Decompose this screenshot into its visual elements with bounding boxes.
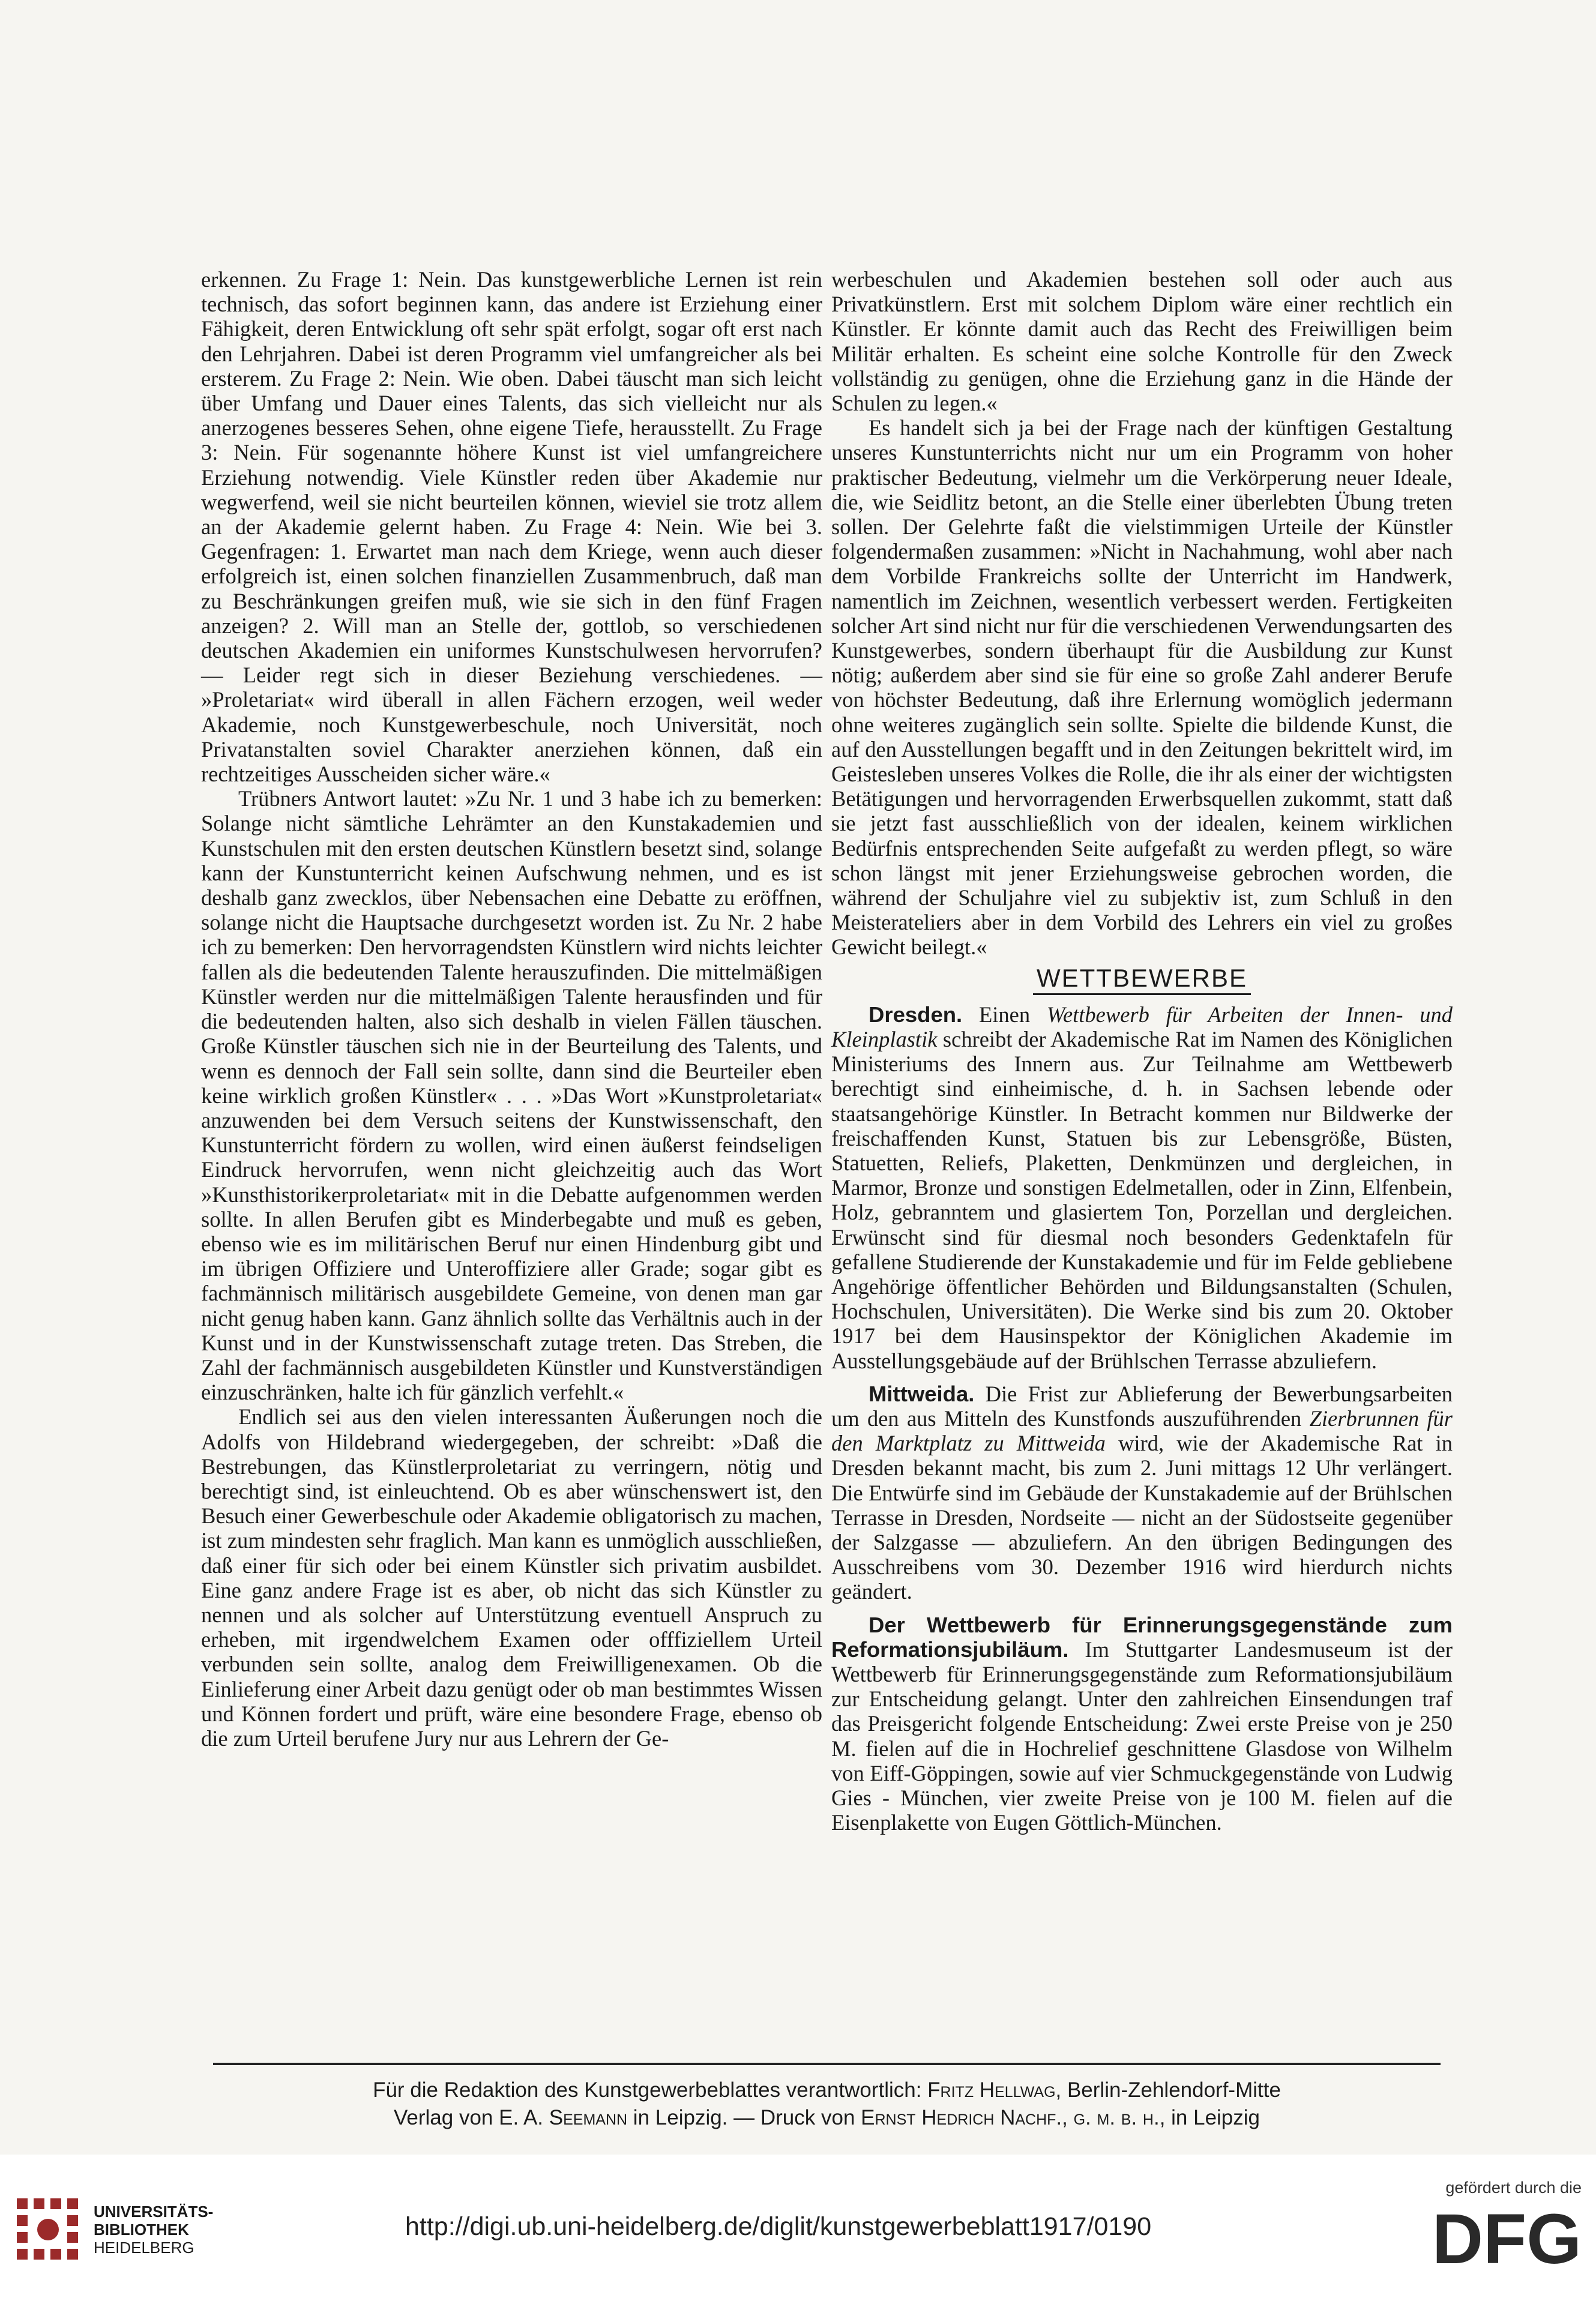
article-dresden [831, 1002, 1453, 1373]
imprint-text: , [1062, 2106, 1074, 2129]
article-italic: Wettbewerb für Arbeiten der Innen- und Kleinplastik [831, 1002, 1453, 1051]
article-mittweida [831, 1382, 1453, 1604]
article-text: Im Stuttgarter Landesmuseum ist der Wettbewerb für Erinnerungsgegenstände zum Reformationsjubiläum zur Entscheidung gelangt. Unter den zahlreichen Einsendungen traf das Preisgericht folgende Entscheidung: Zwei erste Preise von je 250 M. fielen auf die in Hochrelief geschnittene Glasdose von Wilhelm von Eiff-Göppingen, sowie auf vier Schmuckgegenstände von Ludwig Gies - München, vier zweite Preise von je 100 M. fielen auf die Eisenplakette von Eugen Göttlich-München. [831, 1637, 1453, 1835]
imprint-text: , Berlin-Zehlendorf-Mitte [1055, 2078, 1281, 2102]
library-name [94, 2203, 213, 2257]
printer-name: Ernst Hedrich Nachf. [861, 2106, 1062, 2129]
funding-notice [1411, 2179, 1582, 2275]
dfg-logo-icon[interactable] [1411, 2206, 1582, 2272]
article-italic: Zierbrunnen für den Marktplatz zu Mittweida [831, 1406, 1453, 1456]
paragraph: Trübners Antwort lautet: »Zu Nr. 1 und 3 habe ich zu bemerken: Solange nicht sämtliche Lehrämter an den Kunstakademien und Kunstschulen mit den ersten deutschen Künstlern besetzt sind, solange kann der Kunstunterricht keinen Aufschwung nehmen, und es ist deshalb ganz zwecklos, über Nebensachen eine Debatte zu eröffnen, solange nicht die Hauptsache durchgesetzt worden ist. Zu Nr. 2 habe ich zu bemerken: Den hervorragendsten Künstlern wird nichts leichter fallen als die bedeutenden Talente herauszufinden. Die mittelmäßigen Künstler werden nur die mittelmäßigen Talente herausfinden und für die bedeutenden halten, also sich deshalb in vielen Fällen täuschen. Große Künstler täuschen sich nie in der Beurteilung des Talents, und wenn es dennoch der Fall sein sollte, dann sind die Beurteiler eben keine wirklich großen Künstler« . . . »Das Wort »Kunstproletariat« anzuwenden bei dem Versuch seitens der Kunstwissenschaft, den Kunstunterricht fördern zu wollen, wird einen äußerst feindseligen Eindruck hervorrufen, wenn nicht gleichzeitig auch das Wort »Kunsthistorikerproletariat« mit in die Debatte aufgenommen werden sollte. In allen Berufen gibt es Minderbegabte und muß es geben, ebenso wie es im militärischen Beruf nur einen Hindenburg gibt und im übrigen Offiziere und Unteroffiziere aller Grade; sogar gibt es fachmännisch militärisch ausgebildete Gemeine, von denen man gar nicht genug haben kann. Ganz ähnlich sollte das Verhältnis auch in der Kunst und in der Kunstwissenschaft zutage treten. Das Streben, die Zahl der fachmännisch ausgebildeten Künstler und Kunstverständigen einzuschränken, halte ich für gänzlich verfehlt.« [201, 786, 822, 1405]
section-heading [831, 963, 1453, 995]
article-text: schreibt der Akademische Rat im Namen des Königlichen Ministeriums des Innern aus. Zur Teilnahme am Wettbewerb berechtigt sind einheimische, d. h. in Sachsen lebende oder staatsangehörige Künstler. In Betracht kommen nur Bildwerke der freischaffenden Kunst, Statuen bis zur Lebensgröße, Büsten, Statuetten, Reliefs, Plaketten, Denkmünzen und dergleichen, in Marmor, Bronze und sonstigen Edelmetallen, oder in Zinn, Elfenbein, Holz, gebranntem und glasiertem Ton, Porzellan und dergleichen. Erwünscht sind für diesmal noch besonders Gedenktafeln für gefallene Studierende der Kunstakademie und für im Felde gebliebene Angehörige öffentlicher Behörden und Bildungsanstalten (Schulen, Hochschulen, Universitäten). Die Werke sind bis zum 20. Oktober 1917 bei dem Hausinspektor der Königlichen Akademie im Ausstellungsgebäude auf der Brühlschen Terrasse abzuliefern. [831, 1026, 1453, 1373]
printer-suffix: g. m. b. h. [1073, 2106, 1160, 2129]
dfg-logo-text: DFG [1432, 2206, 1582, 2272]
paragraph: erkennen. Zu Frage 1: Nein. Das kunstgewerbliche Lernen ist rein technisch, das sofort beginnen kann, das andere ist Erziehung einer Fähigkeit, deren Entwicklung oft sehr spät erfolgt, sogar oft erst nach den Lehrjahren. Dabei ist deren Programm viel umfangreicher als bei ersterem. Zu Frage 2: Nein. Wie oben. Dabei täuscht man sich leicht über Umfang und Dauer eines Talents, das sich vielleicht nur als anerzogenes besseres Sehen, ohne eigene Tiefe, herausstellt. Zu Frage 3: Nein. Für sogenannte höhere Kunst ist viel umfangreichere Erziehung notwendig. Viele Künstler reden über Akademie nur wegwerfend, weil sie nicht beurteilen können, wieviel sie trotz allem an der Akademie gelernt haben. Zu Frage 4: Nein. Wie bei 3. Gegenfragen: 1. Erwartet man nach dem Kriege, wenn auch dieser erfolgreich ist, einen solchen finanziellen Zusammenbruch, daß man zu Beschränkungen greifen muß, wie sie sich in den fünf Fragen anzeigen? 2. Will man an Stelle der, gottlob, so verschiedenen deutschen Akademien ein uniformes Kunstschulwesen hervorrufen? — Leider regt sich in dieser Beziehung verschiedenes. — »Proletariat« wird überall in allen Fächern erzogen, weil weder Akademie, noch Kunstgewerbeschule, noch Universität, noch Privatanstalten soviel Charakter anerziehen können, daß ein rechtzeitiges Ausscheiden sicher wäre.« [201, 267, 822, 787]
funded-by-label: gefördert durch die [1445, 2179, 1582, 2197]
editor-name: Fritz Hellwag [927, 2078, 1056, 2102]
imprint-text: , in Leipzig [1159, 2106, 1260, 2129]
imprint-footer [213, 2077, 1441, 2132]
article-lead: Dresden. [869, 1002, 963, 1027]
left-text-column [201, 267, 822, 1751]
article-text: Die Frist zur Ablieferung der Bewerbungsarbeiten um den aus Mitteln des Kunstfonds auszuführenden [831, 1381, 1453, 1431]
paragraph: Es handelt sich ja bei der Frage nach der künftigen Gestaltung unseres Kunstunterrichts nicht nur um ein Programm von hoher praktischer Bedeutung, vielmehr um die Verkörperung neuer Ideale, die, wie Seidlitz betont, an die Stelle einer überlebten Übung treten sollen. Der Gelehrte faßt die vielstimmigen Urteile der Künstler folgendermaßen zusammen: »Nicht in Nachahmung, wohl aber nach dem Vorbilde Frankreichs sollte der Unterricht im Handwerk, namentlich im Zeichnen, wesentlich verbessert werden. Fertigkeiten solcher Art sind nicht nur für die verschiedenen Verwendungsarten des Kunstgewerbes, sondern überhaupt für die Ausbildung zur Kunst nötig; außerdem aber sind sie für eine so große Zahl anderer Berufe von höchster Bedeutung, daß ihre Erlernung womöglich jedermann ohne weiteres zugänglich sein sollte. Spielte die bildende Kunst, die auf den Ausstellungen begafft und in den Zeitungen bekrittelt wird, im Geistesleben unseres Volkes die Rolle, die ihr als einer der wichtigsten Betätigungen und hervorragenden Erwerbsquellen zukommt, statt daß sie jetzt fast ausschließlich von der idealen, keinem wirklichen Bedürfnis entsprechenden Seite aufgefaßt zu werden pflegt, so wäre schon längst mit jener Erziehungsweise gebrochen worden, die während der Schuljahre viel zu subjektiv ist, zum Schluß in den Meisterateliers aber in dem Vorbild des Lehrers ein viel zu großes Gewicht beilegt.« [831, 415, 1453, 960]
paragraph: werbeschulen und Akademien bestehen soll oder auch aus Privatkünstlern. Erst mit solchem Diplom wäre einer rechtlich ein Künstler. Er könnte damit auch das Recht des Freiwilligen beim Militär erhalten. Es scheint eine solche Kontrolle für den Zweck vollständig zu genügen, ohne die Erziehung ganz in die Hände der Schulen zu legen.« [831, 267, 1453, 416]
imprint-text: Verlag von E. A. [393, 2106, 549, 2129]
right-text-column [831, 267, 1453, 1835]
university-seal-icon [12, 2194, 84, 2266]
footer-rule [213, 2063, 1441, 2065]
paragraph: Endlich sei aus den vielen interessanten Äußerungen noch die Adolfs von Hildebrand wiedergegeben, der schreibt: »Daß die Bestrebungen, das Künstlerproletariat zu verringern, nötig und berechtigt sind, ist einleuchtend. Ob es aber wünschenswert ist, den Besuch einer Gewerbeschule oder Akademie obligatorisch zu machen, ist zum mindesten sehr fraglich. Man kann es unmöglich ausschließen, daß einer für sich oder bei einem Künstler sich privatim ausbildet. Eine ganz andere Frage ist es aber, ob nicht das sich Künstler zu nennen und als solcher auf Unterstützung eventuell Anspruch zu erheben, mit irgendwelchem Examen oder offfiziellem Urteil verbunden sein sollte, analog dem Freiwilligenexamen. Ob die Einlieferung einer Arbeit dazu genügt oder ob man bestimmtes Wissen und Können fordert und prüft, wäre eine besondere Frage, ebenso ob die zum Urteil berufene Jury nur aus Lehrern der Ge- [201, 1404, 822, 1751]
article-reformation [831, 1613, 1453, 1835]
imprint-text: in Leipzig. — Druck von [627, 2106, 861, 2129]
library-name-line: HEIDELBERG [94, 2239, 194, 2257]
section-heading-text: WETTBEWERBE [1033, 963, 1251, 995]
imprint-line-2 [213, 2104, 1441, 2132]
imprint-line-1 [213, 2077, 1441, 2104]
article-text: Einen [962, 1002, 1047, 1027]
library-name-line: BIBLIOTHEK [94, 2221, 189, 2239]
imprint-text: Für die Redaktion des Kunstgewerbeblattes verantwortlich: [373, 2078, 928, 2102]
library-name-line: UNIVERSITÄTS- [94, 2203, 214, 2221]
article-lead: Mittweida. [869, 1381, 975, 1406]
library-branding[interactable] [12, 2194, 213, 2266]
permalink[interactable]: http://digi.ub.uni-heidelberg.de/diglit/kunstgewerbeblatt1917/0190 [405, 2212, 1152, 2241]
article-text: wird, wie der Akademische Rat in Dresden bekannt macht, bis zum 2. Juni mittags 12 Uhr verlängert. Die Entwürfe sind im Gebäude der Kunstakademie auf der Brühlschen Terrasse in Dresden, Nordseite — nicht an der Südostseite gegenüber der Salzgasse — abzuliefern. An den übrigen Bedingungen des Ausschreibens vom 30. Dezember 1916 wird hierdurch nichts geändert. [831, 1431, 1453, 1604]
publisher-name: Seemann [549, 2106, 628, 2129]
article-lead: Der Wettbewerb für Erinnerungsgegenstände zum Reformationsjubiläum. [831, 1612, 1453, 1662]
